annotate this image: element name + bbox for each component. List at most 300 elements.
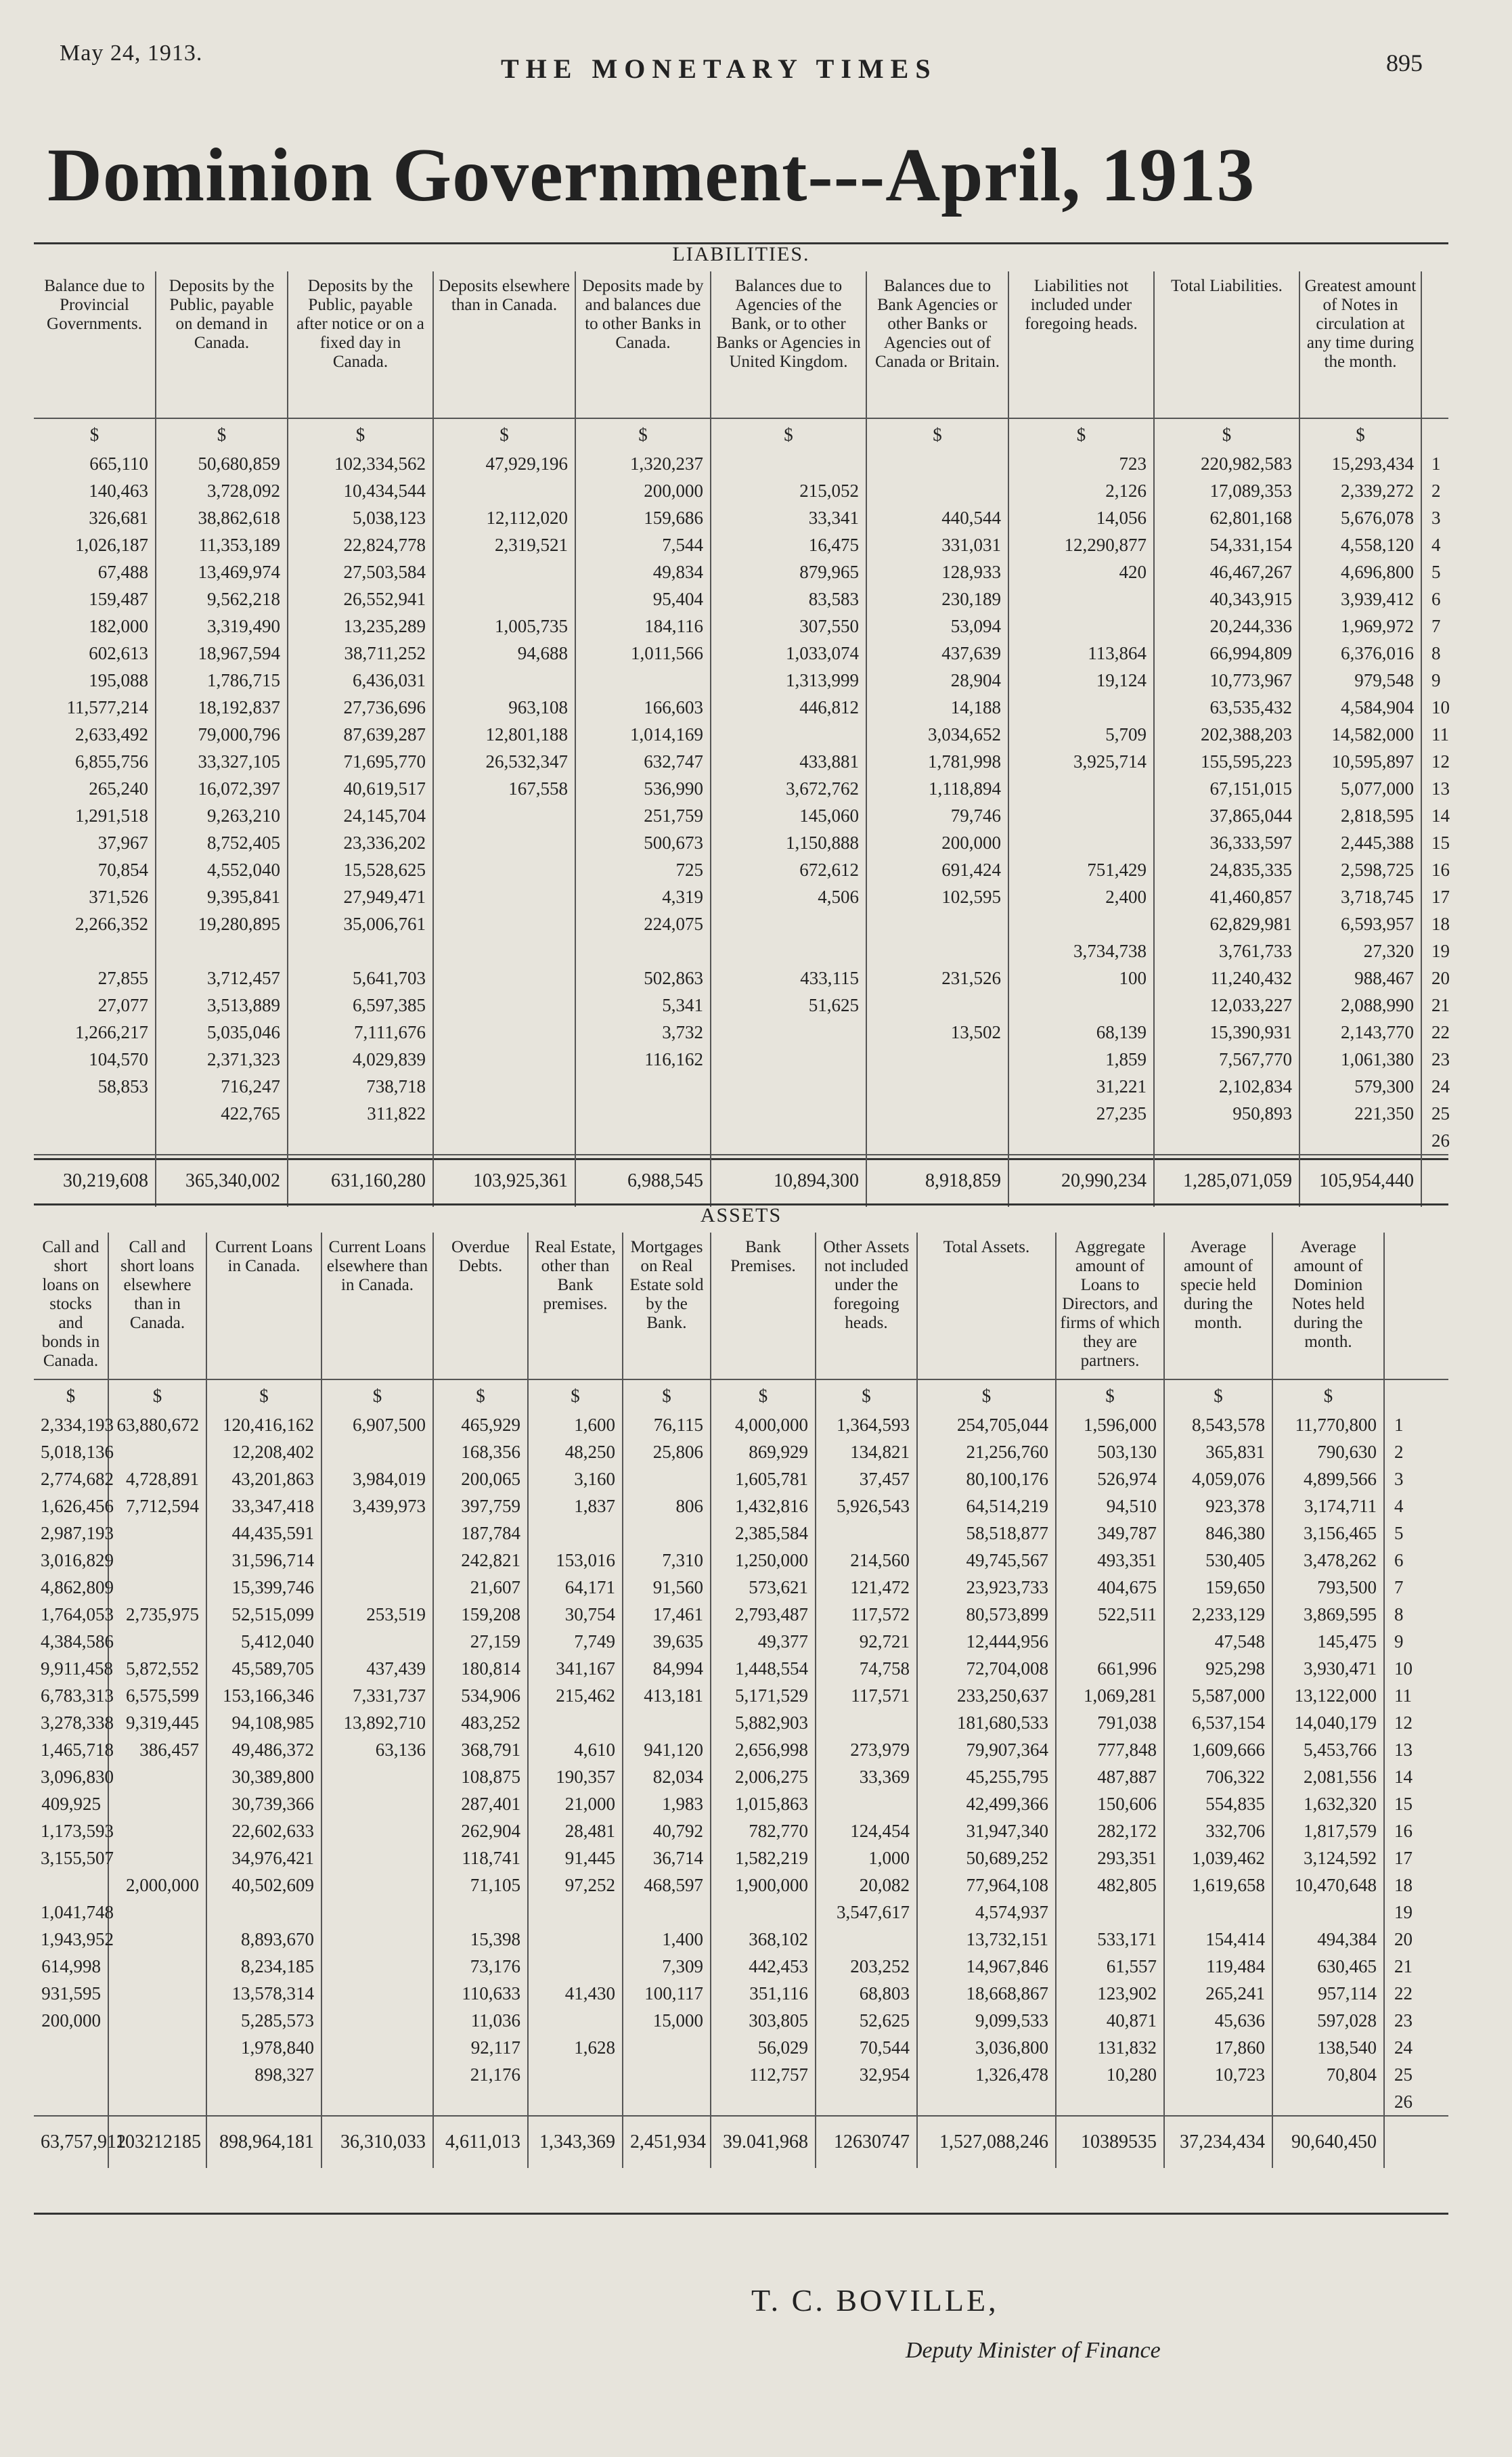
table-cell: 68,803 bbox=[816, 1980, 917, 2007]
table-cell: 121,472 bbox=[816, 1574, 917, 1601]
table-cell: 5,641,703 bbox=[288, 965, 433, 992]
table-cell: 14 bbox=[1394, 1766, 1413, 1787]
table-cell: 10,595,897 bbox=[1299, 748, 1421, 775]
total-cell: 6,988,545 bbox=[575, 1155, 711, 1207]
table-row bbox=[34, 856, 1448, 883]
table-row bbox=[34, 775, 1448, 802]
totals-row bbox=[34, 2116, 1448, 2168]
table-cell: 33,327,105 bbox=[156, 748, 288, 775]
liabilities-section bbox=[34, 242, 1450, 1191]
table-row bbox=[34, 2088, 1448, 2116]
table-cell bbox=[1008, 910, 1154, 937]
table-cell bbox=[108, 1899, 206, 1926]
table-cell: 53,094 bbox=[866, 613, 1008, 640]
table-cell: 13,732,151 bbox=[917, 1926, 1056, 1953]
table-cell: 3,939,412 bbox=[1299, 585, 1421, 613]
table-cell bbox=[321, 1790, 433, 1817]
table-cell: 30,754 bbox=[528, 1601, 623, 1628]
table-cell: 2,735,975 bbox=[108, 1601, 206, 1628]
table-cell: 215,462 bbox=[528, 1682, 623, 1709]
table-cell: 716,247 bbox=[156, 1073, 288, 1100]
table-cell: 38,862,618 bbox=[156, 504, 288, 531]
table-cell bbox=[433, 477, 575, 504]
table-cell: 1,619,658 bbox=[1164, 1872, 1272, 1899]
table-cell: 12,290,877 bbox=[1008, 531, 1154, 558]
table-cell bbox=[433, 1046, 575, 1073]
table-cell: 123,902 bbox=[1056, 1980, 1164, 2007]
table-cell: 846,380 bbox=[1164, 1520, 1272, 1547]
table-cell bbox=[433, 1019, 575, 1046]
table-cell bbox=[321, 1980, 433, 2007]
table-cell: 11,577,214 bbox=[34, 694, 156, 721]
table-row bbox=[34, 1574, 1448, 1601]
table-cell: 34,976,421 bbox=[206, 1844, 321, 1872]
table-row bbox=[34, 477, 1448, 504]
table-cell: 145,060 bbox=[711, 802, 866, 829]
table-cell: 8 bbox=[1394, 1603, 1404, 1624]
table-cell: 202,388,203 bbox=[1154, 721, 1299, 748]
table-cell: 56,029 bbox=[711, 2034, 816, 2061]
table-cell: 21,256,760 bbox=[917, 1438, 1056, 1465]
table-cell bbox=[1272, 2088, 1384, 2116]
table-cell: 303,805 bbox=[711, 2007, 816, 2034]
table-cell: 54,331,154 bbox=[1154, 531, 1299, 558]
assets-column-header: Current Loans elsewhere than in Canada. bbox=[321, 1233, 433, 1379]
table-cell bbox=[433, 802, 575, 829]
table-cell: 262,904 bbox=[433, 1817, 528, 1844]
table-cell: 27,159 bbox=[433, 1628, 528, 1655]
table-cell: 68,139 bbox=[1008, 1019, 1154, 1046]
table-cell bbox=[321, 2007, 433, 2034]
table-cell: 597,028 bbox=[1272, 2007, 1384, 2034]
table-cell: 493,351 bbox=[1056, 1547, 1164, 1574]
table-cell bbox=[321, 1953, 433, 1980]
table-cell: 77,964,108 bbox=[917, 1872, 1056, 1899]
table-cell: 1,600 bbox=[528, 1411, 623, 1438]
table-cell: 159,208 bbox=[433, 1601, 528, 1628]
table-cell bbox=[1384, 1379, 1448, 1411]
liabilities-column-header: Balances due to Agencies of the Bank, or to other Banks or Agencies in United Kingdom. bbox=[711, 271, 866, 418]
table-cell bbox=[575, 937, 711, 965]
total-cell: 10,894,300 bbox=[711, 1155, 866, 1207]
table-cell: 3,732 bbox=[575, 1019, 711, 1046]
table-cell: 2,334,193 bbox=[34, 1411, 108, 1438]
table-cell: 33,369 bbox=[816, 1763, 917, 1790]
table-cell bbox=[816, 1790, 917, 1817]
liabilities-column-header: Deposits by the Public, payable on demand in Canada. bbox=[156, 271, 288, 418]
table-cell: 5,882,903 bbox=[711, 1709, 816, 1736]
table-cell: 2 bbox=[1394, 1441, 1404, 1462]
table-cell: 526,974 bbox=[1056, 1465, 1164, 1492]
table-row bbox=[34, 1520, 1448, 1547]
table-cell: 155,595,223 bbox=[1154, 748, 1299, 775]
liabilities-column-header: Balances due to Bank Agencies or other Banks or Agencies out of Canada or Britain. bbox=[866, 271, 1008, 418]
liabilities-column-header: Deposits elsewhere than in Canada. bbox=[433, 271, 575, 418]
table-cell: 3 bbox=[1431, 507, 1441, 528]
table-cell: 1,364,593 bbox=[816, 1411, 917, 1438]
table-cell: 442,453 bbox=[711, 1953, 816, 1980]
table-cell bbox=[1421, 418, 1448, 450]
table-cell bbox=[816, 1926, 917, 1953]
table-cell bbox=[321, 1817, 433, 1844]
table-cell: 1,011,566 bbox=[575, 640, 711, 667]
table-cell: 117,572 bbox=[816, 1601, 917, 1628]
table-cell: 140,463 bbox=[34, 477, 156, 504]
table-cell: 35,006,761 bbox=[288, 910, 433, 937]
table-cell: 128,933 bbox=[866, 558, 1008, 585]
table-cell bbox=[108, 1520, 206, 1547]
table-cell: 221,350 bbox=[1299, 1100, 1421, 1127]
table-cell: 4,506 bbox=[711, 883, 866, 910]
table-cell: 4,610 bbox=[528, 1736, 623, 1763]
table-cell: 2,339,272 bbox=[1299, 477, 1421, 504]
table-cell bbox=[1008, 1127, 1154, 1155]
table-cell: 349,787 bbox=[1056, 1520, 1164, 1547]
table-cell: 265,241 bbox=[1164, 1980, 1272, 2007]
table-row bbox=[34, 1046, 1448, 1073]
table-cell bbox=[575, 667, 711, 694]
table-cell: 138,540 bbox=[1272, 2034, 1384, 2061]
table-row bbox=[34, 2061, 1448, 2088]
table-cell: 9 bbox=[1431, 669, 1441, 690]
table-cell bbox=[321, 1520, 433, 1547]
table-cell: $ bbox=[1056, 1379, 1164, 1411]
table-cell: 182,000 bbox=[34, 613, 156, 640]
table-cell: 446,812 bbox=[711, 694, 866, 721]
table-cell: 4,059,076 bbox=[1164, 1465, 1272, 1492]
table-cell: 17 bbox=[1431, 886, 1450, 907]
table-cell: 6 bbox=[1394, 1549, 1404, 1570]
table-cell: 39,635 bbox=[623, 1628, 711, 1655]
table-cell: $ bbox=[156, 418, 288, 450]
table-cell: 40,792 bbox=[623, 1817, 711, 1844]
table-cell: 351,116 bbox=[711, 1980, 816, 2007]
table-cell: 440,544 bbox=[866, 504, 1008, 531]
table-cell: 3,160 bbox=[528, 1465, 623, 1492]
table-cell bbox=[528, 2007, 623, 2034]
table-cell: 368,102 bbox=[711, 1926, 816, 1953]
table-cell: 273,979 bbox=[816, 1736, 917, 1763]
table-cell bbox=[288, 1127, 433, 1155]
table-cell: 4,584,904 bbox=[1299, 694, 1421, 721]
table-cell bbox=[321, 1438, 433, 1465]
table-cell: 3,478,262 bbox=[1272, 1547, 1384, 1574]
table-cell: 2,319,521 bbox=[433, 531, 575, 558]
table-cell: 97,252 bbox=[528, 1872, 623, 1899]
table-row bbox=[34, 1465, 1448, 1492]
table-cell: 61,557 bbox=[1056, 1953, 1164, 1980]
table-cell bbox=[108, 2061, 206, 2088]
table-row bbox=[34, 883, 1448, 910]
table-cell: 806 bbox=[623, 1492, 711, 1520]
table-cell: 150,606 bbox=[1056, 1790, 1164, 1817]
table-cell: 71,695,770 bbox=[288, 748, 433, 775]
table-cell: 7,567,770 bbox=[1154, 1046, 1299, 1073]
table-cell: 20 bbox=[1431, 967, 1450, 988]
table-cell: 40,343,915 bbox=[1154, 585, 1299, 613]
table-cell: 332,706 bbox=[1164, 1817, 1272, 1844]
table-cell: 62,801,168 bbox=[1154, 504, 1299, 531]
table-cell: 13,578,314 bbox=[206, 1980, 321, 2007]
table-cell bbox=[34, 1100, 156, 1127]
assets-column-header bbox=[1384, 1233, 1448, 1379]
table-cell: 120,416,162 bbox=[206, 1411, 321, 1438]
table-cell: 2,818,595 bbox=[1299, 802, 1421, 829]
table-cell: 738,718 bbox=[288, 1073, 433, 1100]
table-cell: 665,110 bbox=[34, 450, 156, 477]
table-cell bbox=[433, 937, 575, 965]
table-cell: 102,595 bbox=[866, 883, 1008, 910]
table-cell: 82,034 bbox=[623, 1763, 711, 1790]
table-cell bbox=[866, 1046, 1008, 1073]
table-cell: 1,000 bbox=[816, 1844, 917, 1872]
table-cell: 10,470,648 bbox=[1272, 1872, 1384, 1899]
table-cell bbox=[433, 992, 575, 1019]
page-title: Dominion Government---April, 1913 bbox=[47, 133, 1255, 217]
table-cell bbox=[528, 1953, 623, 1980]
table-cell: 42,499,366 bbox=[917, 1790, 1056, 1817]
table-cell: 72,704,008 bbox=[917, 1655, 1056, 1682]
table-cell: 27,503,584 bbox=[288, 558, 433, 585]
table-cell: 869,929 bbox=[711, 1438, 816, 1465]
table-cell bbox=[866, 1127, 1008, 1155]
table-cell: 18 bbox=[1394, 1874, 1413, 1895]
table-cell: 41,460,857 bbox=[1154, 883, 1299, 910]
table-cell: 79,907,364 bbox=[917, 1736, 1056, 1763]
table-cell: 979,548 bbox=[1299, 667, 1421, 694]
table-row bbox=[34, 748, 1448, 775]
table-cell: 326,681 bbox=[34, 504, 156, 531]
table-cell: 119,484 bbox=[1164, 1953, 1272, 1980]
table-cell: 1,596,000 bbox=[1056, 1411, 1164, 1438]
table-cell: 1,400 bbox=[623, 1926, 711, 1953]
table-cell: 1,632,320 bbox=[1272, 1790, 1384, 1817]
table-row bbox=[34, 829, 1448, 856]
table-cell: 17,461 bbox=[623, 1601, 711, 1628]
total-cell: 8,918,859 bbox=[866, 1155, 1008, 1207]
table-cell bbox=[108, 1790, 206, 1817]
liabilities-column-header: Greatest amount of Notes in circulation at any time during the month. bbox=[1299, 271, 1421, 418]
table-cell: 3,155,507 bbox=[34, 1844, 108, 1872]
total-cell: 631,160,280 bbox=[288, 1155, 433, 1207]
table-cell: 791,038 bbox=[1056, 1709, 1164, 1736]
table-cell: 45,636 bbox=[1164, 2007, 1272, 2034]
table-cell: 200,000 bbox=[866, 829, 1008, 856]
table-cell: 2,266,352 bbox=[34, 910, 156, 937]
table-cell: $ bbox=[1008, 418, 1154, 450]
table-cell: 94,108,985 bbox=[206, 1709, 321, 1736]
table-cell: 80,573,899 bbox=[917, 1601, 1056, 1628]
table-cell: 10 bbox=[1394, 1658, 1413, 1679]
table-cell: 36,714 bbox=[623, 1844, 711, 1872]
table-row bbox=[34, 418, 1448, 450]
table-cell: 500,673 bbox=[575, 829, 711, 856]
table-cell: 16 bbox=[1394, 1820, 1413, 1841]
table-cell: 11 bbox=[1394, 1685, 1412, 1706]
total-cell bbox=[1384, 2116, 1448, 2168]
table-cell: 2,102,834 bbox=[1154, 1073, 1299, 1100]
assets-column-header: Total Assets. bbox=[917, 1233, 1056, 1379]
table-cell: 13,122,000 bbox=[1272, 1682, 1384, 1709]
table-cell bbox=[711, 1073, 866, 1100]
table-cell: 782,770 bbox=[711, 1817, 816, 1844]
table-cell: 67,488 bbox=[34, 558, 156, 585]
table-cell bbox=[711, 1046, 866, 1073]
liabilities-header-row bbox=[34, 271, 1448, 418]
total-cell: 103,925,361 bbox=[433, 1155, 575, 1207]
table-cell: 3,156,465 bbox=[1272, 1520, 1384, 1547]
total-cell: 12630747 bbox=[816, 2116, 917, 2168]
table-cell: 2,987,193 bbox=[34, 1520, 108, 1547]
table-cell: 1,069,281 bbox=[1056, 1682, 1164, 1709]
table-row bbox=[34, 2034, 1448, 2061]
table-cell: 13 bbox=[1394, 1739, 1413, 1760]
table-cell: 530,405 bbox=[1164, 1547, 1272, 1574]
table-cell: 100 bbox=[1008, 965, 1154, 992]
table-cell: $ bbox=[1154, 418, 1299, 450]
table-cell: 28,904 bbox=[866, 667, 1008, 694]
table-cell: 2,371,323 bbox=[156, 1046, 288, 1073]
table-cell: 2,088,990 bbox=[1299, 992, 1421, 1019]
table-cell: 254,705,044 bbox=[917, 1411, 1056, 1438]
table-cell: 184,116 bbox=[575, 613, 711, 640]
table-cell: 3,547,617 bbox=[816, 1899, 917, 1926]
table-cell: 1,320,237 bbox=[575, 450, 711, 477]
table-cell: 10,434,544 bbox=[288, 477, 433, 504]
table-cell: 5 bbox=[1431, 561, 1441, 582]
table-cell: 49,377 bbox=[711, 1628, 816, 1655]
table-cell: 23 bbox=[1431, 1048, 1450, 1069]
table-cell bbox=[433, 856, 575, 883]
table-cell: 5,676,078 bbox=[1299, 504, 1421, 531]
table-cell: 5,038,123 bbox=[288, 504, 433, 531]
table-cell: 27,855 bbox=[34, 965, 156, 992]
table-cell bbox=[34, 2061, 108, 2088]
table-cell: 5,035,046 bbox=[156, 1019, 288, 1046]
table-cell: 15,000 bbox=[623, 2007, 711, 2034]
total-cell: 20,990,234 bbox=[1008, 1155, 1154, 1207]
table-cell: 8,234,185 bbox=[206, 1953, 321, 1980]
total-cell: 10389535 bbox=[1056, 2116, 1164, 2168]
table-cell: $ bbox=[433, 418, 575, 450]
table-cell: 8,752,405 bbox=[156, 829, 288, 856]
table-cell: 190,357 bbox=[528, 1763, 623, 1790]
table-row bbox=[34, 558, 1448, 585]
table-cell: 25,806 bbox=[623, 1438, 711, 1465]
totals-row bbox=[34, 1155, 1448, 1207]
table-cell bbox=[866, 450, 1008, 477]
total-cell: 1,343,369 bbox=[528, 2116, 623, 2168]
table-cell: 2,598,725 bbox=[1299, 856, 1421, 883]
table-cell: 9,319,445 bbox=[108, 1709, 206, 1736]
table-cell bbox=[321, 2088, 433, 2116]
table-cell: 1,786,715 bbox=[156, 667, 288, 694]
table-cell: 1,039,462 bbox=[1164, 1844, 1272, 1872]
total-cell: 30,219,608 bbox=[34, 1155, 156, 1207]
table-cell: 17 bbox=[1394, 1847, 1413, 1868]
table-cell: 3,728,092 bbox=[156, 477, 288, 504]
table-cell: 23 bbox=[1394, 2010, 1413, 2031]
table-cell bbox=[623, 2061, 711, 2088]
table-cell: 215,052 bbox=[711, 477, 866, 504]
table-cell: 44,435,591 bbox=[206, 1520, 321, 1547]
table-cell: 19,124 bbox=[1008, 667, 1154, 694]
table-row bbox=[34, 667, 1448, 694]
table-cell: 15,398 bbox=[433, 1926, 528, 1953]
table-cell: 168,356 bbox=[433, 1438, 528, 1465]
table-cell bbox=[433, 1899, 528, 1926]
table-cell bbox=[917, 2088, 1056, 2116]
table-cell: 3,439,973 bbox=[321, 1492, 433, 1520]
table-cell bbox=[433, 1127, 575, 1155]
table-cell: 2 bbox=[1431, 480, 1441, 501]
table-cell: 104,570 bbox=[34, 1046, 156, 1073]
table-cell: 70,804 bbox=[1272, 2061, 1384, 2088]
table-cell: 923,378 bbox=[1164, 1492, 1272, 1520]
table-cell bbox=[321, 1899, 433, 1926]
table-cell: 3,513,889 bbox=[156, 992, 288, 1019]
table-cell: 4,552,040 bbox=[156, 856, 288, 883]
table-cell: 3,174,711 bbox=[1272, 1492, 1384, 1520]
table-cell bbox=[528, 1520, 623, 1547]
table-cell: 71,105 bbox=[433, 1872, 528, 1899]
table-cell: 4,899,566 bbox=[1272, 1465, 1384, 1492]
table-cell: 18,192,837 bbox=[156, 694, 288, 721]
table-cell bbox=[1008, 694, 1154, 721]
table-cell bbox=[108, 1628, 206, 1655]
table-cell: 3 bbox=[1394, 1468, 1404, 1489]
assets-table bbox=[34, 1233, 1448, 2168]
table-cell: 3,124,592 bbox=[1272, 1844, 1384, 1872]
table-cell: 9,263,210 bbox=[156, 802, 288, 829]
table-cell: $ bbox=[206, 1379, 321, 1411]
assets-column-header: Call and short loans on stocks and bonds in Canada. bbox=[34, 1233, 108, 1379]
table-cell: 6,436,031 bbox=[288, 667, 433, 694]
table-cell: 92,721 bbox=[816, 1628, 917, 1655]
table-cell bbox=[1164, 2088, 1272, 2116]
table-cell bbox=[1008, 992, 1154, 1019]
table-cell: 74,758 bbox=[816, 1655, 917, 1682]
table-cell: 6,855,756 bbox=[34, 748, 156, 775]
table-cell: 522,511 bbox=[1056, 1601, 1164, 1628]
table-cell: 1 bbox=[1431, 453, 1441, 474]
table-cell: 25 bbox=[1431, 1103, 1450, 1124]
table-cell: 45,589,705 bbox=[206, 1655, 321, 1682]
table-cell: 879,965 bbox=[711, 558, 866, 585]
table-cell: 4,319 bbox=[575, 883, 711, 910]
table-cell: 602,613 bbox=[34, 640, 156, 667]
table-cell: 13,892,710 bbox=[321, 1709, 433, 1736]
table-cell bbox=[321, 1926, 433, 1953]
table-cell bbox=[108, 2007, 206, 2034]
table-cell: 40,502,609 bbox=[206, 1872, 321, 1899]
table-cell: 1,448,554 bbox=[711, 1655, 816, 1682]
table-cell: 6,537,154 bbox=[1164, 1709, 1272, 1736]
table-cell bbox=[321, 1872, 433, 1899]
table-row bbox=[34, 1763, 1448, 1790]
table-cell: 224,075 bbox=[575, 910, 711, 937]
table-cell: 7,111,676 bbox=[288, 1019, 433, 1046]
table-cell: 112,757 bbox=[711, 2061, 816, 2088]
table-cell: 220,982,583 bbox=[1154, 450, 1299, 477]
table-cell bbox=[108, 1980, 206, 2007]
table-cell bbox=[816, 2088, 917, 2116]
table-cell bbox=[321, 1844, 433, 1872]
table-cell: 19,280,895 bbox=[156, 910, 288, 937]
table-cell: 26 bbox=[1394, 2091, 1413, 2112]
total-cell: 2,451,934 bbox=[623, 2116, 711, 2168]
table-cell: 1,969,972 bbox=[1299, 613, 1421, 640]
